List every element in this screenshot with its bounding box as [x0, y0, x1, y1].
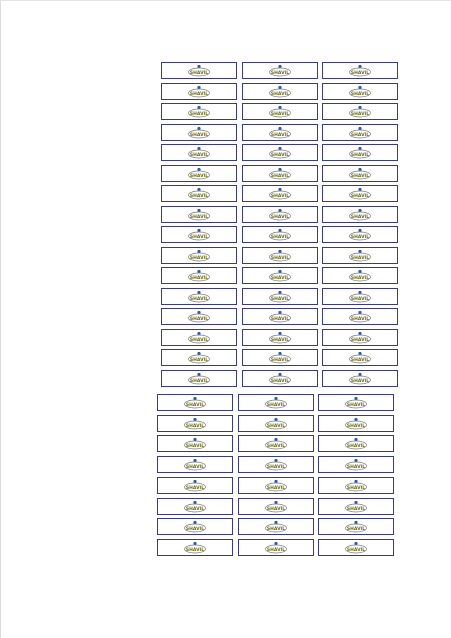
emblem-icon	[278, 106, 281, 109]
emblem-icon	[278, 250, 281, 253]
shavil-logo	[187, 187, 211, 200]
label-cell	[157, 415, 233, 432]
label-cell	[161, 144, 237, 161]
label-cell	[322, 329, 398, 346]
emblem-icon	[358, 209, 361, 212]
shavil-logo	[268, 208, 292, 221]
shavil-logo	[348, 208, 372, 221]
label-cell	[318, 539, 394, 556]
shavil-logo	[344, 479, 368, 492]
label-text: SHAVIL	[185, 506, 205, 512]
label-text: SHAVIL	[270, 132, 290, 138]
emblem-icon	[354, 480, 357, 483]
label-text: SHAVIL	[270, 255, 290, 261]
emblem-icon	[278, 86, 281, 89]
label-cell	[161, 83, 237, 100]
emblem-icon	[358, 106, 361, 109]
emblem-icon	[358, 168, 361, 171]
shavil-logo	[348, 187, 372, 200]
shavil-logo	[268, 249, 292, 262]
shavil-logo	[183, 396, 207, 409]
shavil-logo	[268, 310, 292, 323]
emblem-icon	[278, 373, 281, 376]
label-cell	[238, 518, 314, 535]
emblem-icon	[358, 311, 361, 314]
label-cell	[242, 329, 318, 346]
label-cell	[161, 329, 237, 346]
shavil-logo	[348, 126, 372, 139]
emblem-icon	[274, 480, 277, 483]
emblem-icon	[278, 65, 281, 68]
emblem-icon	[193, 459, 196, 462]
shavil-logo	[183, 500, 207, 513]
label-cell	[318, 435, 394, 452]
label-text: SHAVIL	[266, 485, 286, 491]
label-text: SHAVIL	[350, 316, 370, 322]
label-cell	[238, 498, 314, 515]
shavil-logo	[187, 331, 211, 344]
label-cell	[322, 288, 398, 305]
label-cell	[161, 288, 237, 305]
label-text: SHAVIL	[350, 193, 370, 199]
label-text: SHAVIL	[350, 173, 370, 179]
emblem-icon	[197, 291, 200, 294]
label-text: SHAVIL	[270, 337, 290, 343]
label-text: SHAVIL	[189, 132, 209, 138]
label-text: SHAVIL	[350, 378, 370, 384]
label-text: SHAVIL	[270, 91, 290, 97]
label-text: SHAVIL	[270, 70, 290, 76]
label-cell	[238, 539, 314, 556]
emblem-icon	[274, 542, 277, 545]
label-text: SHAVIL	[266, 526, 286, 532]
emblem-icon	[197, 332, 200, 335]
label-cell	[242, 288, 318, 305]
label-cell	[242, 185, 318, 202]
shavil-logo	[348, 269, 372, 282]
label-text: SHAVIL	[189, 91, 209, 97]
label-cell	[318, 477, 394, 494]
label-text: SHAVIL	[189, 193, 209, 199]
label-cell	[322, 124, 398, 141]
emblem-icon	[278, 291, 281, 294]
emblem-icon	[358, 352, 361, 355]
shavil-logo	[264, 520, 288, 533]
shavil-logo	[268, 105, 292, 118]
emblem-icon	[197, 168, 200, 171]
label-cell	[238, 415, 314, 432]
shavil-logo	[268, 146, 292, 159]
label-cell	[161, 124, 237, 141]
label-text: SHAVIL	[189, 275, 209, 281]
label-cell	[161, 267, 237, 284]
shavil-logo	[187, 105, 211, 118]
label-text: SHAVIL	[189, 111, 209, 117]
shavil-logo	[183, 541, 207, 554]
label-cell	[322, 83, 398, 100]
shavil-logo	[268, 290, 292, 303]
shavil-logo	[268, 269, 292, 282]
emblem-icon	[197, 250, 200, 253]
label-cell	[318, 456, 394, 473]
emblem-icon	[274, 438, 277, 441]
label-text: SHAVIL	[189, 152, 209, 158]
emblem-icon	[197, 65, 200, 68]
label-cell	[161, 62, 237, 79]
emblem-icon	[197, 188, 200, 191]
emblem-icon	[197, 147, 200, 150]
label-text: SHAVIL	[350, 296, 370, 302]
shavil-logo	[268, 187, 292, 200]
emblem-icon	[193, 438, 196, 441]
label-text: SHAVIL	[270, 152, 290, 158]
shavil-logo	[187, 372, 211, 385]
emblem-icon	[197, 373, 200, 376]
emblem-icon	[278, 168, 281, 171]
emblem-icon	[354, 397, 357, 400]
emblem-icon	[193, 501, 196, 504]
label-text: SHAVIL	[270, 111, 290, 117]
label-cell	[157, 456, 233, 473]
shavil-logo	[268, 64, 292, 77]
shavil-logo	[348, 310, 372, 323]
label-text: SHAVIL	[350, 337, 370, 343]
label-text: SHAVIL	[189, 173, 209, 179]
emblem-icon	[358, 332, 361, 335]
emblem-icon	[278, 229, 281, 232]
shavil-logo	[268, 351, 292, 364]
label-cell	[242, 103, 318, 120]
emblem-icon	[358, 291, 361, 294]
label-cell	[318, 394, 394, 411]
label-cell	[157, 477, 233, 494]
label-cell	[238, 477, 314, 494]
label-text: SHAVIL	[189, 255, 209, 261]
shavil-logo	[348, 372, 372, 385]
shavil-logo	[348, 249, 372, 262]
label-text: SHAVIL	[266, 506, 286, 512]
label-cell	[161, 349, 237, 366]
emblem-icon	[358, 229, 361, 232]
emblem-icon	[278, 352, 281, 355]
shavil-logo	[344, 396, 368, 409]
label-text: SHAVIL	[346, 485, 366, 491]
shavil-logo	[348, 146, 372, 159]
label-text: SHAVIL	[350, 357, 370, 363]
emblem-icon	[274, 521, 277, 524]
label-cell	[238, 435, 314, 452]
label-cell	[322, 165, 398, 182]
label-sheet	[1, 1, 451, 638]
label-cell	[322, 349, 398, 366]
label-cell	[242, 226, 318, 243]
emblem-icon	[197, 311, 200, 314]
label-cell	[322, 206, 398, 223]
shavil-logo	[183, 520, 207, 533]
emblem-icon	[197, 270, 200, 273]
shavil-logo	[348, 331, 372, 344]
label-text: SHAVIL	[266, 547, 286, 553]
label-cell	[322, 103, 398, 120]
emblem-icon	[193, 521, 196, 524]
emblem-icon	[274, 418, 277, 421]
label-text: SHAVIL	[270, 378, 290, 384]
label-cell	[161, 247, 237, 264]
label-text: SHAVIL	[346, 464, 366, 470]
label-text: SHAVIL	[350, 111, 370, 117]
shavil-logo	[187, 85, 211, 98]
label-text: SHAVIL	[189, 378, 209, 384]
label-cell	[157, 498, 233, 515]
emblem-icon	[278, 270, 281, 273]
label-cell	[322, 62, 398, 79]
label-text: SHAVIL	[270, 214, 290, 220]
label-text: SHAVIL	[185, 443, 205, 449]
shavil-logo	[187, 228, 211, 241]
shavil-logo	[183, 417, 207, 430]
shavil-logo	[348, 290, 372, 303]
emblem-icon	[358, 86, 361, 89]
emblem-icon	[358, 270, 361, 273]
emblem-icon	[274, 397, 277, 400]
label-text: SHAVIL	[189, 214, 209, 220]
emblem-icon	[358, 127, 361, 130]
emblem-icon	[354, 418, 357, 421]
shavil-logo	[344, 520, 368, 533]
label-cell	[242, 62, 318, 79]
label-cell	[157, 518, 233, 535]
label-cell	[161, 370, 237, 387]
label-cell	[242, 247, 318, 264]
emblem-icon	[354, 542, 357, 545]
shavil-logo	[264, 479, 288, 492]
label-text: SHAVIL	[189, 234, 209, 240]
emblem-icon	[358, 373, 361, 376]
label-text: SHAVIL	[350, 214, 370, 220]
label-cell	[322, 185, 398, 202]
emblem-icon	[278, 127, 281, 130]
label-text: SHAVIL	[185, 547, 205, 553]
label-text: SHAVIL	[346, 506, 366, 512]
label-text: SHAVIL	[266, 402, 286, 408]
shavil-logo	[187, 64, 211, 77]
label-text: SHAVIL	[350, 132, 370, 138]
emblem-icon	[197, 86, 200, 89]
emblem-icon	[354, 521, 357, 524]
emblem-icon	[274, 459, 277, 462]
label-cell	[157, 435, 233, 452]
label-text: SHAVIL	[185, 402, 205, 408]
shavil-logo	[344, 500, 368, 513]
label-cell	[161, 165, 237, 182]
shavil-logo	[183, 479, 207, 492]
label-text: SHAVIL	[350, 234, 370, 240]
emblem-icon	[193, 480, 196, 483]
label-cell	[318, 415, 394, 432]
shavil-logo	[348, 85, 372, 98]
label-text: SHAVIL	[346, 443, 366, 449]
label-cell	[161, 206, 237, 223]
label-cell	[161, 308, 237, 325]
label-cell	[322, 247, 398, 264]
shavil-logo	[268, 372, 292, 385]
label-text: SHAVIL	[350, 91, 370, 97]
emblem-icon	[278, 311, 281, 314]
shavil-logo	[187, 351, 211, 364]
shavil-logo	[348, 105, 372, 118]
shavil-logo	[264, 458, 288, 471]
shavil-logo	[348, 167, 372, 180]
shavil-logo	[268, 126, 292, 139]
emblem-icon	[193, 397, 196, 400]
emblem-icon	[197, 352, 200, 355]
label-text: SHAVIL	[270, 296, 290, 302]
emblem-icon	[278, 332, 281, 335]
label-cell	[242, 349, 318, 366]
shavil-logo	[348, 64, 372, 77]
shavil-logo	[187, 290, 211, 303]
label-cell	[322, 226, 398, 243]
label-cell	[322, 370, 398, 387]
shavil-logo	[187, 208, 211, 221]
shavil-logo	[348, 228, 372, 241]
emblem-icon	[197, 209, 200, 212]
shavil-logo	[183, 437, 207, 450]
label-cell	[322, 308, 398, 325]
shavil-logo	[264, 500, 288, 513]
shavil-logo	[344, 437, 368, 450]
label-cell	[242, 124, 318, 141]
label-cell	[242, 308, 318, 325]
emblem-icon	[358, 147, 361, 150]
label-text: SHAVIL	[270, 357, 290, 363]
label-cell	[238, 394, 314, 411]
label-cell	[242, 165, 318, 182]
emblem-icon	[278, 188, 281, 191]
label-text: SHAVIL	[270, 193, 290, 199]
label-cell	[322, 144, 398, 161]
shavil-logo	[268, 228, 292, 241]
shavil-logo	[268, 331, 292, 344]
label-text: SHAVIL	[189, 357, 209, 363]
label-text: SHAVIL	[346, 423, 366, 429]
shavil-logo	[187, 126, 211, 139]
label-text: SHAVIL	[185, 464, 205, 470]
emblem-icon	[193, 418, 196, 421]
label-text: SHAVIL	[350, 152, 370, 158]
shavil-logo	[187, 269, 211, 282]
shavil-logo	[344, 541, 368, 554]
label-text: SHAVIL	[266, 443, 286, 449]
label-cell	[318, 498, 394, 515]
emblem-icon	[278, 147, 281, 150]
shavil-logo	[344, 458, 368, 471]
emblem-icon	[358, 250, 361, 253]
emblem-icon	[274, 501, 277, 504]
label-cell	[242, 144, 318, 161]
shavil-logo	[264, 541, 288, 554]
label-cell	[161, 226, 237, 243]
shavil-logo	[268, 167, 292, 180]
label-cell	[322, 267, 398, 284]
label-text: SHAVIL	[350, 70, 370, 76]
label-text: SHAVIL	[270, 275, 290, 281]
label-cell	[157, 394, 233, 411]
label-text: SHAVIL	[346, 402, 366, 408]
shavil-logo	[344, 417, 368, 430]
emblem-icon	[354, 501, 357, 504]
label-text: SHAVIL	[270, 316, 290, 322]
shavil-logo	[264, 417, 288, 430]
label-text: SHAVIL	[189, 70, 209, 76]
emblem-icon	[354, 438, 357, 441]
emblem-icon	[354, 459, 357, 462]
label-cell	[242, 370, 318, 387]
emblem-icon	[278, 209, 281, 212]
label-text: SHAVIL	[350, 275, 370, 281]
emblem-icon	[197, 106, 200, 109]
shavil-logo	[187, 167, 211, 180]
label-text: SHAVIL	[266, 464, 286, 470]
label-cell	[157, 539, 233, 556]
label-text: SHAVIL	[346, 526, 366, 532]
shavil-logo	[183, 458, 207, 471]
emblem-icon	[358, 188, 361, 191]
label-cell	[242, 206, 318, 223]
shavil-logo	[264, 437, 288, 450]
shavil-logo	[264, 396, 288, 409]
label-cell	[161, 103, 237, 120]
emblem-icon	[197, 127, 200, 130]
label-text: SHAVIL	[350, 255, 370, 261]
label-cell	[161, 185, 237, 202]
emblem-icon	[358, 65, 361, 68]
shavil-logo	[187, 146, 211, 159]
shavil-logo	[348, 351, 372, 364]
label-text: SHAVIL	[185, 526, 205, 532]
label-text: SHAVIL	[189, 296, 209, 302]
label-cell	[238, 456, 314, 473]
label-cell	[242, 83, 318, 100]
label-text: SHAVIL	[189, 316, 209, 322]
label-cell	[242, 267, 318, 284]
label-text: SHAVIL	[189, 337, 209, 343]
label-text: SHAVIL	[185, 423, 205, 429]
label-text: SHAVIL	[270, 234, 290, 240]
emblem-icon	[197, 229, 200, 232]
shavil-logo	[187, 249, 211, 262]
label-text: SHAVIL	[270, 173, 290, 179]
label-text: SHAVIL	[185, 485, 205, 491]
shavil-logo	[268, 85, 292, 98]
emblem-icon	[193, 542, 196, 545]
shavil-logo	[187, 310, 211, 323]
label-cell	[318, 518, 394, 535]
label-text: SHAVIL	[266, 423, 286, 429]
label-text: SHAVIL	[346, 547, 366, 553]
